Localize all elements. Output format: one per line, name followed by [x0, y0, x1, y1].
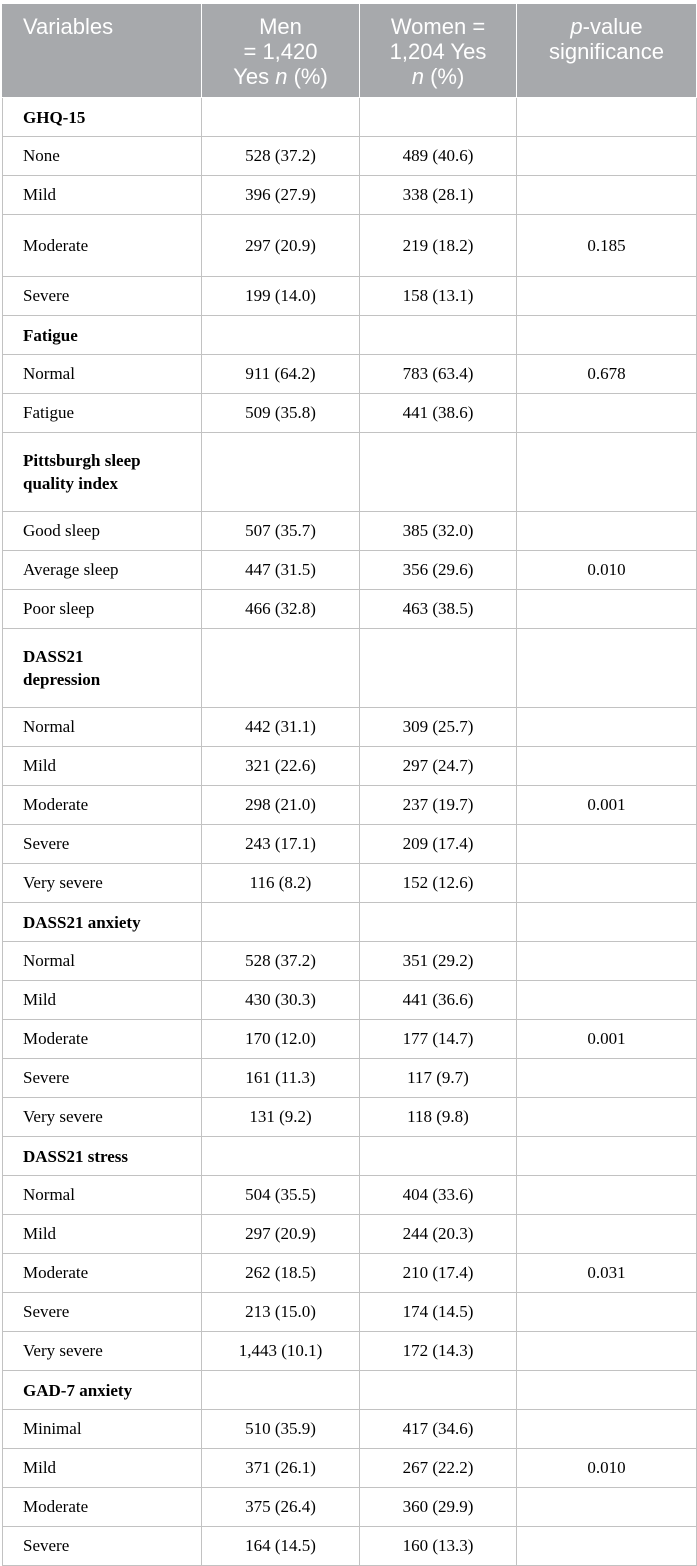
p-value	[517, 137, 697, 176]
table-row	[3, 1293, 697, 1332]
header-men-n: n	[275, 64, 288, 89]
p-value	[517, 1488, 697, 1527]
women-value: 417 (34.6)	[360, 1410, 517, 1449]
table-row	[3, 590, 697, 629]
men-value: 911 (64.2)	[202, 355, 360, 394]
row-label: Mild	[3, 176, 202, 215]
table-row	[3, 786, 697, 825]
table-row	[3, 708, 697, 747]
p-value	[517, 512, 697, 551]
men-value: 199 (14.0)	[202, 277, 360, 316]
p-value	[517, 942, 697, 981]
table-row	[3, 137, 697, 176]
section-row-fatigue	[3, 316, 697, 355]
p-value: 0.185	[517, 215, 697, 277]
row-label: Mild	[3, 1449, 202, 1488]
women-value: 338 (28.1)	[360, 176, 517, 215]
men-value: 466 (32.8)	[202, 590, 360, 629]
header-men-yes: Yes	[233, 64, 276, 89]
men-value: 510 (35.9)	[202, 1410, 360, 1449]
section-title: DASS21 anxiety	[3, 903, 202, 942]
empty-cell	[360, 433, 517, 512]
row-label: Severe	[3, 1293, 202, 1332]
women-value: 356 (29.6)	[360, 551, 517, 590]
p-value	[517, 864, 697, 903]
men-value: 371 (26.1)	[202, 1449, 360, 1488]
women-value: 267 (22.2)	[360, 1449, 517, 1488]
header-pvalue	[517, 4, 697, 98]
p-value	[517, 1332, 697, 1371]
row-label: Severe	[3, 277, 202, 316]
table-row	[3, 176, 697, 215]
women-value: 177 (14.7)	[360, 1020, 517, 1059]
women-value: 158 (13.1)	[360, 277, 517, 316]
table-row	[3, 1020, 697, 1059]
men-value: 321 (22.6)	[202, 747, 360, 786]
p-value	[517, 825, 697, 864]
men-value: 298 (21.0)	[202, 786, 360, 825]
table-row	[3, 355, 697, 394]
empty-cell	[202, 629, 360, 708]
row-label: Moderate	[3, 1020, 202, 1059]
empty-cell	[202, 316, 360, 355]
section-title	[3, 433, 202, 512]
men-value: 430 (30.3)	[202, 981, 360, 1020]
p-value	[517, 176, 697, 215]
table-row	[3, 1527, 697, 1566]
men-value: 528 (37.2)	[202, 137, 360, 176]
section-title: GAD-7 anxiety	[3, 1371, 202, 1410]
table-row	[3, 1254, 697, 1293]
women-value: 152 (12.6)	[360, 864, 517, 903]
men-value: 262 (18.5)	[202, 1254, 360, 1293]
men-value: 213 (15.0)	[202, 1293, 360, 1332]
women-value: 160 (13.3)	[360, 1527, 517, 1566]
section-title: Fatigue	[3, 316, 202, 355]
women-value: 351 (29.2)	[360, 942, 517, 981]
women-value: 244 (20.3)	[360, 1215, 517, 1254]
section-title: GHQ-15	[3, 98, 202, 137]
women-value: 117 (9.7)	[360, 1059, 517, 1098]
section-title-line1: DASS21	[23, 647, 84, 666]
section-title	[3, 629, 202, 708]
p-value	[517, 277, 697, 316]
table-row	[3, 1332, 697, 1371]
p-value	[517, 1059, 697, 1098]
men-value: 447 (31.5)	[202, 551, 360, 590]
empty-cell	[517, 903, 697, 942]
empty-cell	[202, 1371, 360, 1410]
women-value: 309 (25.7)	[360, 708, 517, 747]
women-value: 441 (36.6)	[360, 981, 517, 1020]
women-value: 237 (19.7)	[360, 786, 517, 825]
p-value	[517, 394, 697, 433]
p-value	[517, 590, 697, 629]
empty-cell	[517, 629, 697, 708]
empty-cell	[517, 1371, 697, 1410]
section-title-line2: depression	[23, 670, 101, 689]
row-label: Very severe	[3, 1332, 202, 1371]
women-value: 360 (29.9)	[360, 1488, 517, 1527]
table-row	[3, 394, 697, 433]
p-value	[517, 981, 697, 1020]
empty-cell	[360, 98, 517, 137]
women-value: 172 (14.3)	[360, 1332, 517, 1371]
row-label: Mild	[3, 747, 202, 786]
header-variables-label: Variables	[23, 14, 114, 39]
men-value: 243 (17.1)	[202, 825, 360, 864]
men-value: 161 (11.3)	[202, 1059, 360, 1098]
women-value: 463 (38.5)	[360, 590, 517, 629]
table-row	[3, 1488, 697, 1527]
men-value: 375 (26.4)	[202, 1488, 360, 1527]
table-row	[3, 551, 697, 590]
women-value: 404 (33.6)	[360, 1176, 517, 1215]
men-value: 528 (37.2)	[202, 942, 360, 981]
table-row	[3, 1215, 697, 1254]
table-row	[3, 512, 697, 551]
row-label: Minimal	[3, 1410, 202, 1449]
men-value: 297 (20.9)	[202, 215, 360, 277]
men-value: 131 (9.2)	[202, 1098, 360, 1137]
empty-cell	[360, 1371, 517, 1410]
men-value: 116 (8.2)	[202, 864, 360, 903]
section-row-gad7-anxiety	[3, 1371, 697, 1410]
row-label: Mild	[3, 981, 202, 1020]
p-value	[517, 1215, 697, 1254]
row-label: Fatigue	[3, 394, 202, 433]
women-value: 385 (32.0)	[360, 512, 517, 551]
header-women-pct: (%)	[423, 64, 465, 89]
empty-cell	[517, 316, 697, 355]
women-value: 489 (40.6)	[360, 137, 517, 176]
p-value: 0.031	[517, 1254, 697, 1293]
row-label: Poor sleep	[3, 590, 202, 629]
table-row	[3, 1059, 697, 1098]
empty-cell	[360, 316, 517, 355]
header-row	[3, 4, 697, 98]
row-label: Normal	[3, 942, 202, 981]
section-row-dass21-depression	[3, 629, 697, 708]
women-value: 219 (18.2)	[360, 215, 517, 277]
row-label: Severe	[3, 1527, 202, 1566]
table-header	[3, 4, 697, 98]
p-value	[517, 708, 697, 747]
p-value: 0.001	[517, 786, 697, 825]
row-label: Very severe	[3, 864, 202, 903]
empty-cell	[202, 98, 360, 137]
header-variables	[3, 4, 202, 98]
row-label: Moderate	[3, 1254, 202, 1293]
p-value: 0.678	[517, 355, 697, 394]
data-table	[2, 3, 697, 1566]
empty-cell	[202, 433, 360, 512]
empty-cell	[517, 98, 697, 137]
men-value: 297 (20.9)	[202, 1215, 360, 1254]
men-value: 396 (27.9)	[202, 176, 360, 215]
header-men-line1: Men	[259, 14, 302, 39]
p-value	[517, 1176, 697, 1215]
empty-cell	[202, 903, 360, 942]
row-label: Normal	[3, 355, 202, 394]
header-p-italic: p	[570, 14, 583, 39]
table-row	[3, 1410, 697, 1449]
row-label: Normal	[3, 708, 202, 747]
section-title-line2: quality index	[23, 474, 118, 493]
table-row	[3, 1176, 697, 1215]
section-title-line1: Pittsburgh sleep	[23, 451, 141, 470]
table-row	[3, 942, 697, 981]
p-value	[517, 1410, 697, 1449]
table-row	[3, 277, 697, 316]
row-label: Good sleep	[3, 512, 202, 551]
p-value	[517, 1527, 697, 1566]
p-value	[517, 1293, 697, 1332]
table-body	[3, 98, 697, 1566]
empty-cell	[202, 1137, 360, 1176]
section-row-dass21-stress	[3, 1137, 697, 1176]
men-value: 507 (35.7)	[202, 512, 360, 551]
p-value	[517, 747, 697, 786]
header-p-rest: -value	[582, 14, 643, 39]
header-women-line1: Women =	[390, 14, 486, 39]
p-value	[517, 1098, 697, 1137]
women-value: 209 (17.4)	[360, 825, 517, 864]
table-row	[3, 864, 697, 903]
section-title: DASS21 stress	[3, 1137, 202, 1176]
p-value: 0.010	[517, 1449, 697, 1488]
table-row	[3, 1098, 697, 1137]
women-value: 783 (63.4)	[360, 355, 517, 394]
men-value: 442 (31.1)	[202, 708, 360, 747]
header-women-n: n	[411, 64, 424, 89]
row-label: Normal	[3, 1176, 202, 1215]
section-row-dass21-anxiety	[3, 903, 697, 942]
men-value: 170 (12.0)	[202, 1020, 360, 1059]
row-label: Moderate	[3, 786, 202, 825]
women-value: 210 (17.4)	[360, 1254, 517, 1293]
empty-cell	[360, 629, 517, 708]
women-value: 118 (9.8)	[360, 1098, 517, 1137]
row-label: Mild	[3, 1215, 202, 1254]
row-label: None	[3, 137, 202, 176]
table-row	[3, 1449, 697, 1488]
table-row	[3, 747, 697, 786]
table-row	[3, 981, 697, 1020]
table-row	[3, 825, 697, 864]
empty-cell	[360, 903, 517, 942]
section-row-ghq15	[3, 98, 697, 137]
table-row	[3, 215, 697, 277]
men-value: 509 (35.8)	[202, 394, 360, 433]
row-label: Severe	[3, 1059, 202, 1098]
header-men-line2: = 1,420	[243, 39, 318, 64]
header-women	[360, 4, 517, 98]
header-women-line2: 1,204 Yes	[389, 39, 487, 64]
row-label: Average sleep	[3, 551, 202, 590]
header-men	[202, 4, 360, 98]
empty-cell	[517, 433, 697, 512]
men-value: 504 (35.5)	[202, 1176, 360, 1215]
section-row-psqi	[3, 433, 697, 512]
women-value: 297 (24.7)	[360, 747, 517, 786]
men-value: 1,443 (10.1)	[202, 1332, 360, 1371]
p-value: 0.010	[517, 551, 697, 590]
p-value: 0.001	[517, 1020, 697, 1059]
header-significance: significance	[549, 39, 664, 64]
empty-cell	[360, 1137, 517, 1176]
row-label: Moderate	[3, 215, 202, 277]
women-value: 441 (38.6)	[360, 394, 517, 433]
women-value: 174 (14.5)	[360, 1293, 517, 1332]
men-value: 164 (14.5)	[202, 1527, 360, 1566]
header-men-pct: (%)	[287, 64, 328, 89]
empty-cell	[517, 1137, 697, 1176]
row-label: Very severe	[3, 1098, 202, 1137]
row-label: Moderate	[3, 1488, 202, 1527]
row-label: Severe	[3, 825, 202, 864]
